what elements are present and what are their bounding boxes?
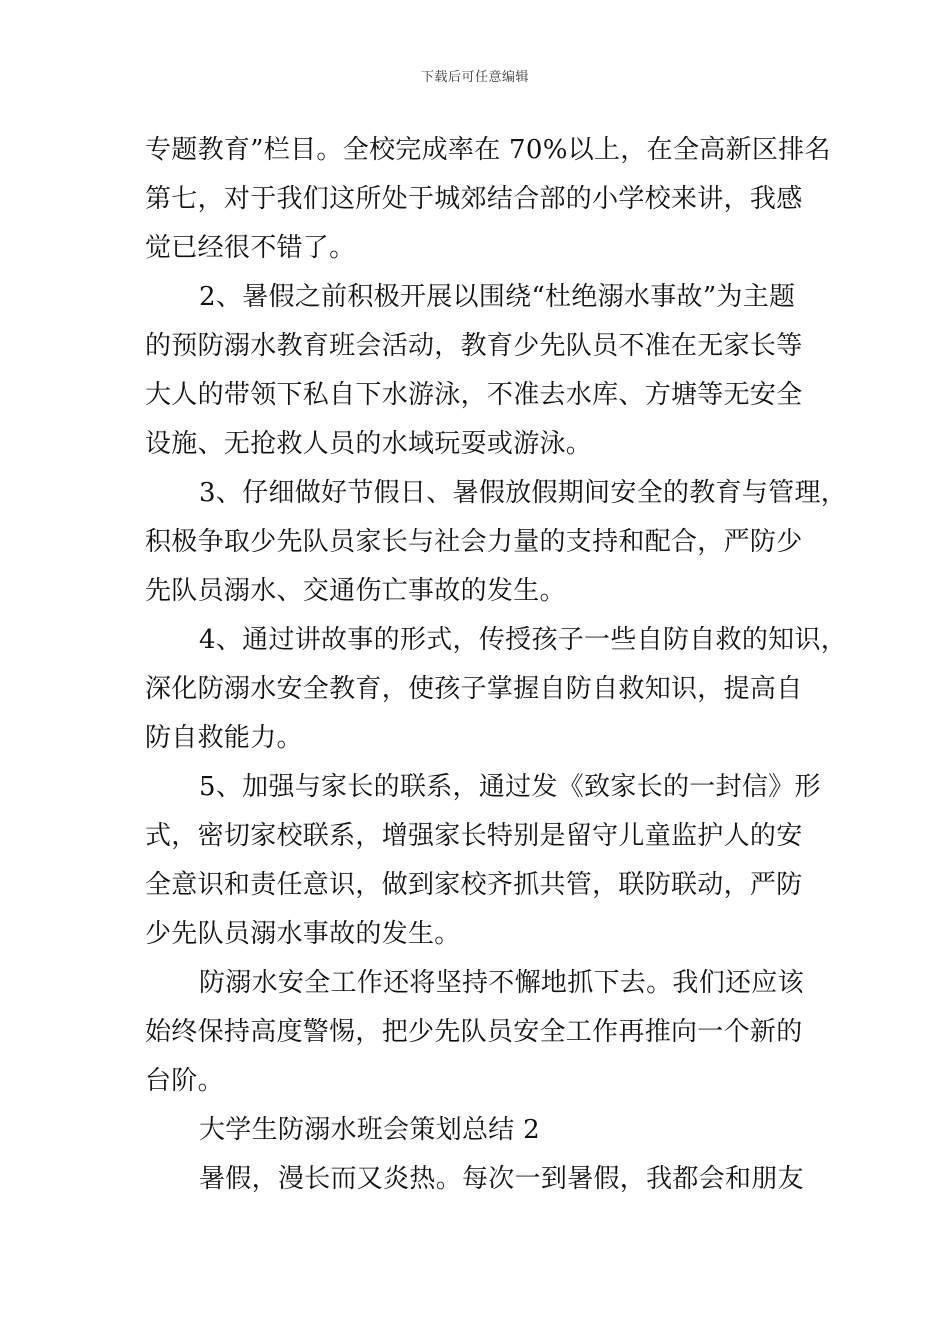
- text-line: 防自救能力。: [145, 723, 303, 753]
- text-line: 第七，对于我们这所处于城郊结合部的小学校来讲，我感: [145, 184, 803, 214]
- paragraph-start-line: 4、通过讲故事的形式，传授孩子一些自防自救的知识，: [199, 625, 848, 655]
- section-heading: 大学生防溺水班会策划总结 2: [199, 1115, 541, 1145]
- text-line: 深化防溺水安全教育，使孩子掌握自防自救知识，提高自: [145, 674, 803, 704]
- text-line: 专题教育”栏目。全校完成率在 70%以上，在全高新区排名: [145, 135, 831, 165]
- text-line: 大人的带领下私自下水游泳，不准去水库、方塘等无安全: [145, 380, 803, 410]
- paragraph-start-line: 暑假，漫长而又炎热。每次一到暑假，我都会和朋友: [199, 1164, 804, 1194]
- paragraph-start-line: 防溺水安全工作还将坚持不懈地抓下去。我们还应该: [199, 968, 804, 998]
- text-line: 设施、无抢救人员的水域玩耍或游泳。: [145, 429, 593, 459]
- paragraph-start-line: 2、暑假之前积极开展以围绕“杜绝溺水事故”为主题: [199, 282, 796, 312]
- text-line: 始终保持高度警惕，把少先队员安全工作再推向一个新的: [145, 1017, 803, 1047]
- text-line: 少先队员溺水事故的发生。: [145, 919, 461, 949]
- text-line: 先队员溺水、交通伤亡事故的发生。: [145, 576, 566, 606]
- paragraph-start-line: 3、仔细做好节假日、暑假放假期间安全的教育与管理，: [199, 478, 848, 508]
- text-line: 全意识和责任意识，做到家校齐抓共管，联防联动，严防: [145, 870, 803, 900]
- page-header-note: 下载后可任意编辑: [420, 70, 529, 85]
- paragraph-start-line: 5、加强与家长的联系，通过发《致家长的一封信》形: [199, 772, 821, 802]
- text-line: 的预防溺水教育班会活动，教育少先队员不准在无家长等: [145, 331, 803, 361]
- text-line: 觉已经很不错了。: [145, 233, 356, 263]
- document-body: [145, 126, 848, 1204]
- text-line: 积极争取少先队员家长与社会力量的支持和配合，严防少: [145, 527, 803, 557]
- text-line: 式，密切家校联系，增强家长特别是留守儿童监护人的安: [145, 821, 803, 851]
- text-line: 台阶。: [145, 1066, 224, 1096]
